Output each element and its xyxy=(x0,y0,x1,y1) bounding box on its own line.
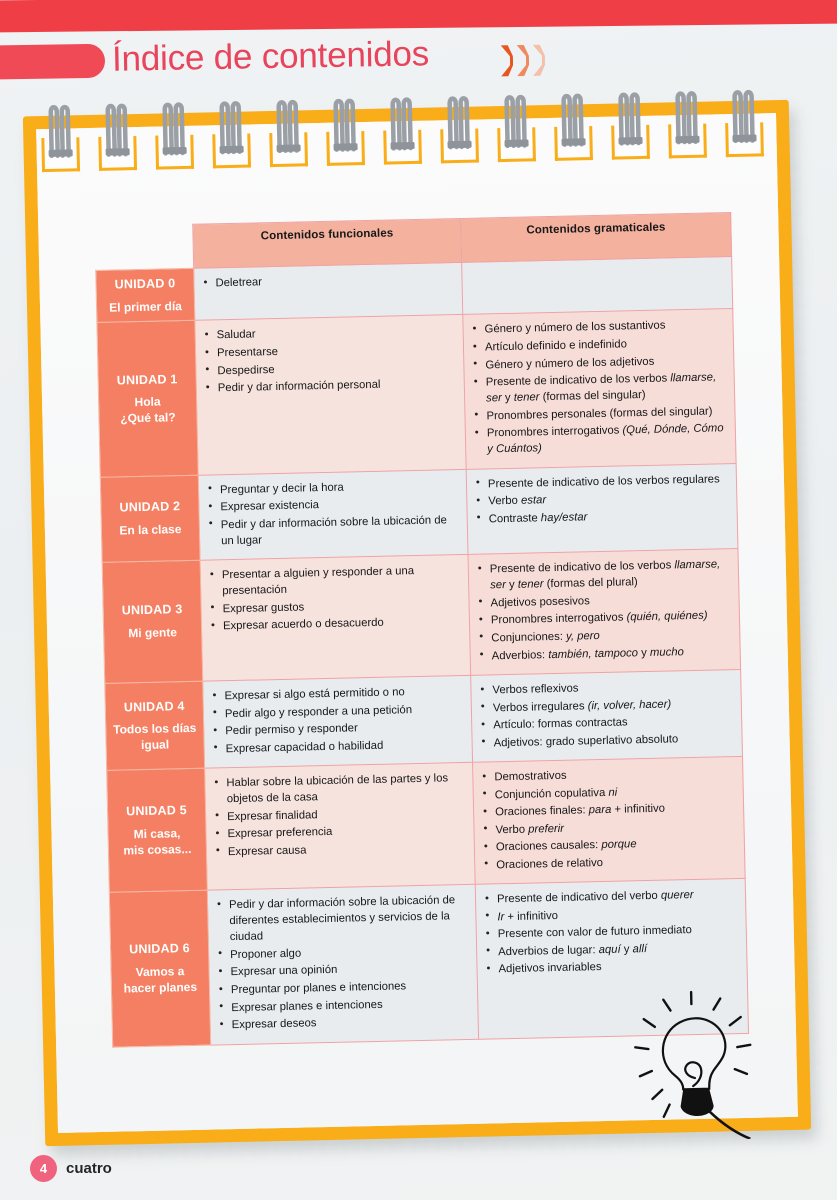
spiral-wire xyxy=(43,97,74,160)
list-item: • Pedir y dar información sobre la ubicación de un lugar xyxy=(208,512,460,550)
unit-label-cell xyxy=(102,561,203,684)
unit-label-cell xyxy=(96,268,195,323)
unit-label-cell xyxy=(107,768,208,892)
table-row xyxy=(105,669,743,770)
unit-number: UNIDAD 0 xyxy=(114,276,176,292)
content-list xyxy=(209,562,461,635)
list-item: • Expresar causa xyxy=(215,839,466,861)
content-list xyxy=(211,683,463,757)
funcionales-cell xyxy=(195,315,466,475)
funcionales-cell xyxy=(207,885,478,1045)
notebook-sheet xyxy=(23,100,811,1146)
spiral-wire xyxy=(613,85,644,148)
spiral-binding xyxy=(22,80,790,187)
list-item: • Presente con valor de futuro inmediato xyxy=(485,921,738,943)
unit-subtitle: En la clase xyxy=(119,522,182,538)
unit-number: UNIDAD 4 xyxy=(123,698,185,714)
list-item: • Presente de indicativo del verbo querer xyxy=(484,886,737,908)
list-item: • Expresar si algo está permitido o no xyxy=(211,683,462,705)
unit-subtitle: El primer día xyxy=(109,298,183,315)
header-gramaticales: Contenidos gramaticales xyxy=(461,213,732,263)
table-row xyxy=(102,549,740,684)
content-list xyxy=(207,477,459,550)
spiral-wire xyxy=(499,87,530,150)
list-item: • Expresar una opinión xyxy=(217,959,468,981)
list-item: • Ir + infinitivo xyxy=(484,904,737,926)
content-list xyxy=(213,770,466,860)
unit-number: UNIDAD 2 xyxy=(119,499,181,515)
spiral-wire xyxy=(214,94,245,157)
funcionales-cell xyxy=(200,555,471,682)
list-item: • Expresar finalidad xyxy=(214,804,465,826)
unit-subtitle: Mi casa, mis cosas... xyxy=(123,826,192,858)
spiral-wire xyxy=(442,89,473,152)
chevron-icon-3 xyxy=(532,44,546,77)
content-list xyxy=(481,764,736,873)
table-row xyxy=(100,463,738,562)
list-item: • Verbo estar xyxy=(475,488,728,510)
list-item: • Expresar deseos xyxy=(219,1012,470,1034)
list-item: • Presente de indicativo de los verbos regulares xyxy=(475,471,728,493)
list-item: • Pedir algo y responder a una petición xyxy=(212,701,463,723)
list-item: • Verbo preferir xyxy=(482,817,735,839)
list-item: • Pronombres interrogativos (quién, quiénes) xyxy=(478,608,731,630)
table-row xyxy=(107,757,746,893)
list-item: • Expresar capacidad o habilidad xyxy=(213,736,464,758)
spiral-wire xyxy=(556,86,587,149)
list-item: • Expresar planes e intenciones xyxy=(218,994,469,1016)
page-folio xyxy=(30,1155,112,1182)
sheet-frame xyxy=(23,100,811,1146)
list-item: • Preguntar por planes e intenciones xyxy=(218,977,469,999)
unit-label-cell xyxy=(105,681,205,770)
spiral-wire xyxy=(271,92,302,155)
list-item: • Expresar preferencia xyxy=(214,821,465,843)
spiral-wire xyxy=(157,95,188,158)
gramaticales-cell xyxy=(468,549,741,676)
list-item: • Despedirse xyxy=(204,358,455,380)
list-item: • Género y número de los sustantivos xyxy=(471,317,724,339)
gramaticales-cell xyxy=(471,669,743,762)
content-list xyxy=(202,270,453,292)
list-item: • Pedir y dar información personal xyxy=(205,375,456,397)
list-item: • Verbos irregulares (ir, volver, hacer) xyxy=(480,695,733,717)
list-item: • Oraciones causales: porque xyxy=(483,834,736,856)
list-item: • Conjunciones: y, pero xyxy=(478,625,731,647)
table-body xyxy=(96,257,749,1047)
list-item: • Proponer algo xyxy=(217,942,468,964)
list-item: • Adjetivos posesivos xyxy=(477,590,730,612)
lightbulb-icon xyxy=(615,988,768,1141)
top-red-band xyxy=(0,0,837,33)
list-item: • Presente de indicativo de los verbos llamarse, ser y tener (formas del plural) xyxy=(477,557,731,595)
unit-label-cell xyxy=(109,890,210,1046)
list-item: • Presentarse xyxy=(204,340,455,362)
list-item: • Adverbios de lugar: aquí y allí xyxy=(485,939,738,961)
content-list xyxy=(477,557,732,665)
unit-number: UNIDAD 3 xyxy=(121,602,183,618)
list-item: • Presente de indicativo de los verbos llamarse, ser y tener (formas del singular) xyxy=(473,369,727,407)
list-item: • Adverbios: también, tampoco y mucho xyxy=(479,643,732,665)
list-item: • Artículo: formas contractas xyxy=(480,712,733,734)
list-item: • Expresar gustos xyxy=(209,596,460,618)
chevron-icon-1 xyxy=(500,44,514,77)
list-item: • Contraste hay/estar xyxy=(476,506,729,528)
list-item: • Saludar xyxy=(204,323,455,345)
unit-number: UNIDAD 1 xyxy=(116,371,178,388)
list-item: • Expresar existencia xyxy=(207,494,458,516)
list-item: • Género y número de los adjetivos xyxy=(472,352,725,374)
header-blank-cell xyxy=(95,224,194,270)
unit-subtitle: Hola ¿Qué tal? xyxy=(120,394,176,426)
spiral-wire xyxy=(670,84,701,147)
list-item: • Hablar sobre la ubicación de las partes y los objetos de la casa xyxy=(213,770,465,808)
chevron-group xyxy=(500,44,546,78)
unit-subtitle: Mi gente xyxy=(128,625,178,641)
page-number-badge: 4 xyxy=(30,1155,57,1182)
funcionales-cell xyxy=(194,262,463,320)
spiral-wire xyxy=(727,82,758,145)
list-item: • Oraciones finales: para + infinitivo xyxy=(482,799,735,821)
list-item: • Presentar a alguien y responder a una presentación xyxy=(209,562,461,600)
funcionales-cell xyxy=(203,675,473,768)
spiral-wire xyxy=(328,91,359,154)
content-list xyxy=(471,317,727,458)
spiral-wire xyxy=(385,90,416,153)
funcionales-cell xyxy=(198,469,468,560)
content-list xyxy=(475,471,729,528)
list-item: • Pronombres personales (formas del singular) xyxy=(473,403,726,425)
list-item: • Conjunción copulativa ni xyxy=(482,782,735,804)
unit-number: UNIDAD 5 xyxy=(126,803,187,819)
list-item: • Pedir y dar información sobre la ubicación de diferentes establecimientos y servicios de la ciudad xyxy=(216,892,468,946)
contents-table xyxy=(94,212,749,1047)
sheet-surface xyxy=(36,113,798,1133)
gramaticales-cell xyxy=(462,257,733,315)
table-row xyxy=(97,309,736,477)
content-list xyxy=(484,886,739,978)
list-item: • Demostrativos xyxy=(481,764,734,786)
content-list xyxy=(216,892,470,1033)
unit-number: UNIDAD 6 xyxy=(129,941,191,957)
chevron-icon-2 xyxy=(516,44,530,77)
title-pill-bar xyxy=(0,44,105,81)
list-item: • Pronombres interrogativos (Qué, Dónde, Cómo y Cuántos) xyxy=(474,420,728,458)
unit-label-cell xyxy=(97,321,198,477)
list-item: • Artículo definido e indefinido xyxy=(472,334,725,356)
gramaticales-cell xyxy=(466,463,738,554)
list-item: • Adjetivos: grado superlativo absoluto xyxy=(480,730,733,752)
page-number-word: cuatro xyxy=(66,1160,112,1177)
unit-label-cell xyxy=(100,475,200,563)
content-list xyxy=(204,323,456,397)
list-item: • Adjetivos invariables xyxy=(485,957,738,979)
list-item: • Oraciones de relativo xyxy=(483,852,736,874)
unit-subtitle: Vamos a hacer planes xyxy=(123,964,198,996)
header-funcionales: Contenidos funcionales xyxy=(193,218,462,268)
page-title: Índice de contenidos xyxy=(111,34,430,79)
funcionales-cell xyxy=(205,762,476,890)
list-item: • Expresar acuerdo o desacuerdo xyxy=(210,613,461,635)
unit-subtitle: Todos los días igual xyxy=(113,721,197,753)
spiral-wire xyxy=(100,96,131,159)
content-list xyxy=(479,677,733,751)
list-item: • Deletrear xyxy=(202,270,453,292)
list-item: • Preguntar y decir la hora xyxy=(207,477,458,499)
list-item: • Verbos reflexivos xyxy=(479,677,732,699)
gramaticales-cell xyxy=(463,309,736,469)
list-item: • Pedir permiso y responder xyxy=(212,718,463,740)
gramaticales-cell xyxy=(473,757,746,885)
